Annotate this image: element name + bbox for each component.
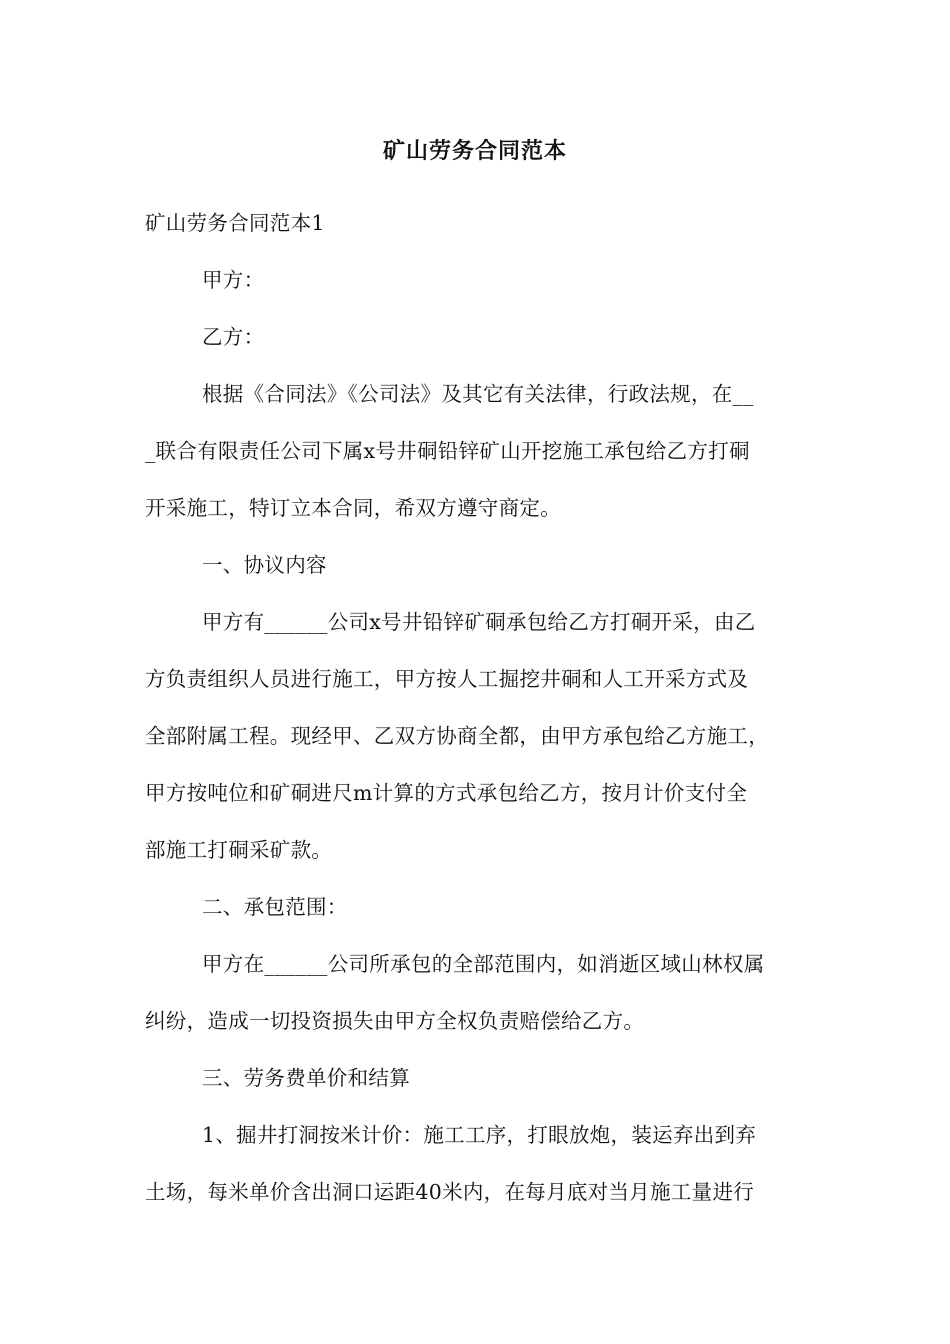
paragraph-line: 甲方有______公司x号井铅锌矿硐承包给乙方打硐开采，由乙 bbox=[202, 610, 756, 634]
document-title: 矿山劳务合同范本 bbox=[382, 138, 567, 164]
paragraph-line: 全部附属工程。现经甲、乙双方协商全都，由甲方承包给乙方施工， bbox=[145, 724, 769, 748]
paragraph-line: _联合有限责任公司下属x号井硐铅锌矿山开挖施工承包给乙方打硐 bbox=[145, 439, 750, 463]
paragraph-line: 开采施工，特订立本合同，希双方遵守商定。 bbox=[145, 496, 561, 520]
paragraph-line: 甲方按吨位和矿硐进尺m计算的方式承包给乙方，按月计价支付全 bbox=[145, 781, 748, 805]
section-heading-contract-1: 矿山劳务合同范本1 bbox=[145, 211, 325, 235]
paragraph-line: 部施工打硐采矿款。 bbox=[145, 838, 333, 862]
paragraph-line: 根据《合同法》《公司法》及其它有关法律，行政法规，在__ bbox=[202, 382, 754, 406]
party-b-label: 乙方： bbox=[202, 325, 265, 349]
section-heading: 一、协议内容 bbox=[202, 553, 327, 577]
paragraph-line: 甲方在______公司所承包的全部范围内，如消逝区域山林权属 bbox=[202, 952, 765, 976]
paragraph-line: 纠纷，造成一切投资损失由甲方全权负责赔偿给乙方。 bbox=[145, 1009, 645, 1033]
party-a-label: 甲方： bbox=[202, 268, 265, 292]
section-heading: 三、劳务费单价和结算 bbox=[202, 1066, 410, 1090]
paragraph-line: 1、掘井打洞按米计价：施工工序，打眼放炮，装运弃出到弃 bbox=[202, 1123, 757, 1147]
paragraph-line: 方负责组织人员进行施工，甲方按人工掘挖井硐和人工开采方式及 bbox=[145, 667, 749, 691]
section-heading: 二、承包范围： bbox=[202, 895, 348, 919]
paragraph-line: 土场，每米单价含出洞口运距40米内，在每月底对当月施工量进行 bbox=[145, 1180, 755, 1204]
